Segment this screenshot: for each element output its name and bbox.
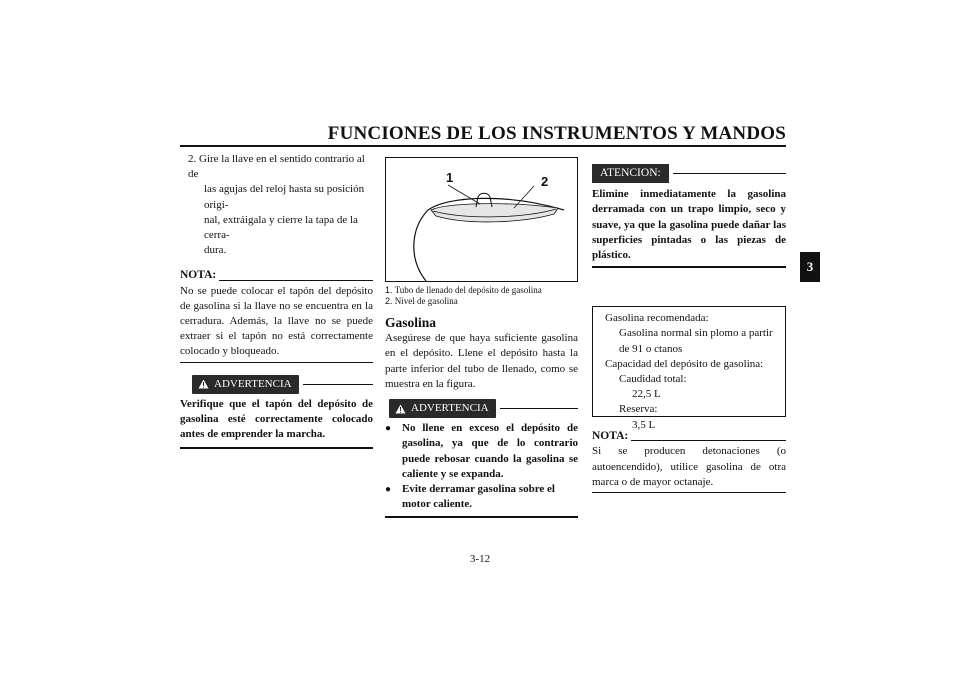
step-2-line: nal, extráigala y cierre la tapa de la cerra- (204, 213, 358, 242)
bullet-text: No llene en exceso el depósito de gasolina, ya que de lo contrario puede rebosar cuando la gasolina se caliente y se expanda. (402, 422, 578, 480)
nota-rule (631, 440, 786, 441)
column-3 (592, 152, 786, 493)
caption-number: 2. (385, 296, 393, 306)
warning-bullet-item (385, 482, 578, 512)
nota-heading (592, 429, 786, 444)
step-2 (180, 152, 373, 258)
caution-rule (673, 173, 786, 174)
caption-item (385, 296, 578, 307)
bullet-text: Evite derramar gasolina sobre el motor caliente. (402, 483, 555, 511)
fuel-tank-illustration (386, 158, 579, 281)
spec-reserve-value: 3,5 L (632, 418, 656, 431)
bullet-dot-icon: ● (385, 484, 392, 496)
caution-badge: ATENCION: (592, 164, 669, 183)
caption-item (385, 285, 578, 296)
nota-text: Si se producen detonaciones (o autoencendido), utilice gasolina de otra marca o de mayor octanaje. (592, 444, 786, 493)
column-2 (385, 152, 578, 518)
section-body: Asegúrese de que haya suficiente gasolina en el depósito. Llene el depósito hasta la parte inferior del tubo de llenado, como se muestra en la figura. (385, 332, 578, 390)
spec-recommended-value: de 91 o ctanos (619, 342, 683, 355)
caption-text: Nivel de gasolina (394, 296, 458, 306)
spec-total-value: 22,5 L (632, 388, 661, 401)
warning-label: ADVERTENCIA (411, 402, 489, 415)
nota-rule (219, 280, 373, 281)
warning-text: Verifique que el tapón del depósito de gasolina esté correctamente colocado antes de emprender la marcha. (180, 397, 373, 450)
caption-number: 1. (385, 285, 393, 295)
fuel-tank-figure (385, 157, 578, 282)
warning-rule (500, 408, 578, 409)
warning-bullet-item (385, 421, 578, 482)
figure-label-1: 1 (446, 170, 454, 185)
nota-label: NOTA: (592, 430, 629, 443)
step-2-line: dura. (204, 244, 227, 257)
warning-heading (385, 399, 578, 418)
warning-label: ADVERTENCIA (214, 377, 292, 390)
warning-badge (389, 399, 496, 418)
figure-captions (385, 285, 578, 307)
step-2-line: 2. Gire la llave en el sentido contrario al de (188, 153, 365, 181)
caution-heading (592, 164, 786, 183)
figure-label-2: 2 (541, 174, 549, 189)
column-1 (180, 152, 373, 449)
caption-text: Tubo de llenado del depósito de gasolina (394, 285, 542, 295)
nota-heading (180, 268, 373, 283)
chapter-tab: 3 (800, 252, 820, 282)
nota-text: No se puede colocar el tapón del depósito de gasolina si la llave no se encuentra en la cerradura. Además, la llave no se puede extraer si el tapón no está correctamente colocado y bloqueado. (180, 284, 373, 363)
warning-triangle-icon (395, 404, 406, 414)
page-number: 3-12 (469, 553, 491, 565)
warning-heading (180, 375, 373, 394)
spec-recommended-label: Gasolina recomendada: (605, 312, 709, 325)
bullet-dot-icon: ● (385, 423, 392, 435)
nota-label: NOTA: (180, 269, 217, 282)
step-2-line: las agujas del reloj hasta su posición origi- (204, 183, 365, 211)
header-rule (180, 145, 786, 147)
spec-reserve-label: Reserva: (619, 403, 658, 416)
spec-recommended-value: Gasolina normal sin plomo a partir (619, 327, 773, 340)
warning-list (385, 421, 578, 518)
fuel-spec-box (592, 306, 786, 431)
spec-total-label: Caudidad total: (619, 373, 687, 386)
warning-rule (303, 384, 373, 385)
warning-triangle-icon (198, 379, 209, 389)
spec-capacity-label: Capacidad del depósito de gasolina: (605, 357, 764, 370)
page-title: FUNCIONES DE LOS INSTRUMENTOS Y MANDOS (327, 123, 786, 144)
warning-badge (192, 375, 299, 394)
caution-text: Elimine inmediatamente la gasolina derramada con un trapo limpio, seco y suave, ya que la gasolina puede dañar las superficies pintadas o las piezas de plástico. (592, 187, 786, 268)
section-title: Gasolina (385, 315, 437, 330)
